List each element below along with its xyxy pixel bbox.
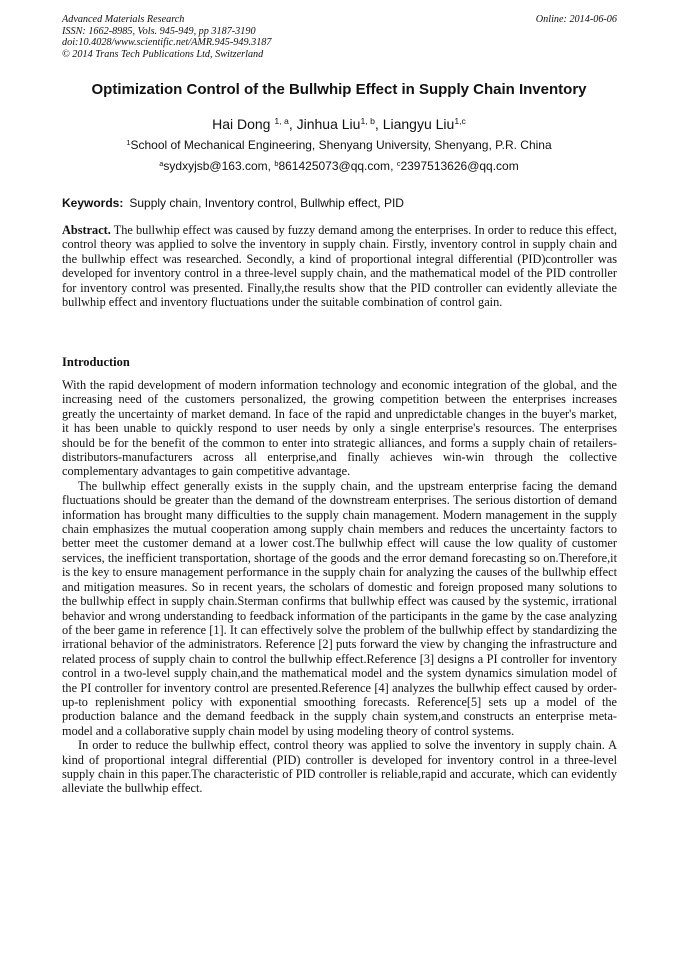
online-date: Online: 2014-06-06 [535,14,617,25]
email-address: 861425073@qq.com [278,159,391,173]
doi-line: doi:10.4028/www.scientific.net/AMR.945-949.3187 [62,37,272,49]
author-emails: $^a$sydxyjsb@163.com, $^b$861425073@qq.com, $^c$2397513626@qq.com [159,158,519,173]
journal-header [62,14,617,60]
author-name: Liangyu Liu [382,116,455,132]
email-address: 2397513626@qq.com [400,159,519,173]
author-affil-marker: 1, b [360,116,375,127]
affiliation-text: School of Mechanical Engineering, Shenyang University, Shenyang, P.R. China [130,138,552,152]
issn-line: ISSN: 1662-8985, Vols. 945-949, pp 3187-3190 [62,25,256,37]
author-affil-marker: 1,c [454,116,466,127]
keywords-line [62,195,617,211]
email-marker: b [274,158,279,168]
paragraph: With the rapid development of modern information technology and economic integration of the global, and the increasing need of the customers personalized, the growing competition between the enterprises increases greatly the uncertainty of market demand. In face of the rapid and unpredictable changes in the buyer's market, it has been unable to quickly respond to user needs by only a single enterprise's resources. The enterprises should be for the benefit of the common to enter into strategic alliances, and forms a supply chain of retailers-distributors-manufacturers across all enterprise,and finally achieves win-win through the collective complementary advantages to gain competitive advantage. [62,378,617,479]
email-marker: a [159,158,164,168]
paragraph: The bullwhip effect generally exists in the supply chain, and the upstream enterprise facing the demand fluctuations should be greater than the demand of the downstream enterprises. The serious distortion of demand information has brought many difficulties to the supply chain management. Modern management in the supply chain emphasizes the mutual cooperation among supply chain members and reduces the uncertainty factors to better meet the customer demand at a lower cost.The bullwhip effect will cause the low quality of customer services, the inefficient transportation, shortage of the goods and the error demand forecasting so on.Therefore,it is the key to ensure management performance in the supply chain for analyzing the causes of the bullwhip effect and mitigation measures. So in recent years, the scholars of domestic and foreign proposed many solutions to the bullwhip effect in supply chain.Sterman confirms that bullwhip effect was caused by the systemic, irrational behavior and wrong understanding to feedback information of the participants in the game by the case analyzing of the beer game in reference [1]. It can effectively solve the problem of the bullwhip effect by standardizing the irrational behavior of the administrators. Reference [2] puts forward the view by changing the infrastructure and related process of supply chain to control the bullwhip effect.Reference [3] designs a PI controller for inventory control in a two-level supply chain,and the mathematical model and the system dynamics simulation model of the PI controller for inventory control are presented.Reference [4] analyzes the bullwhip effect caused by order-up-to replenishment policy with exponential smoothing forecasts. Reference[5] sets up a model of the production balance and the demand feedback in the supply chain system,and constructs an enterprise meta-model and a collaborative supply chain model by using modeling theory of control systems. [62,478,617,738]
paragraph: In order to reduce the bullwhip effect, control theory was applied to solve the inventory in supply chain. A kind of proportional integral differential (PID) controller is developed for inventory control in a three-level supply chain in this paper.The characteristic of PID controller is reliable,rapid and accurate, which can evidently alleviate the bullwhip effect. [62,738,617,796]
keywords-label: Keywords: [62,196,124,210]
affiliation-marker: 1 [126,137,131,147]
affiliation [40,137,638,153]
author-name: Jinhua Liu [296,116,361,132]
section-heading-introduction: Introduction [62,355,130,369]
abstract [62,223,617,309]
paper-title: Optimization Control of the Bullwhip Effect in Supply Chain Inventory [91,81,587,98]
abstract-text: The bullwhip effect was caused by fuzzy demand among the enterprises. In order to reduce this effect, control theory was applied to solve the inventory in supply chain. Firstly, inventory control in supply chain and the bullwhip effect was researched. Secondly, a kind of proportional integral differential (PID)controller was developed for inventory control in a three-level supply chain, and the mathematical model of the PID controller for inventory control was presented. Finally,the results show that the PID controller can evidently alleviate the bullwhip effect and inventory fluctuations under the suitable combination of control gain. [62,223,617,310]
author-affil-marker: 1, a [274,116,289,127]
author-name: Hai Dong [212,116,271,132]
keywords-text: Supply chain, Inventory control, Bullwhip effect, PID [129,196,404,210]
introduction-body [62,378,617,796]
abstract-label: Abstract. [62,223,111,237]
journal-name: Advanced Materials Research [62,14,185,25]
email-address: sydxyjsb@163.com [163,159,268,173]
author-list: Hai Dong $^{1, a}$, Jinhua Liu$^{1, b}$, Liangyu Liu$^{1,c}$ [212,116,466,132]
copyright-line: © 2014 Trans Tech Publications Ltd, Switzerland [62,48,264,60]
email-marker: c [396,158,401,168]
